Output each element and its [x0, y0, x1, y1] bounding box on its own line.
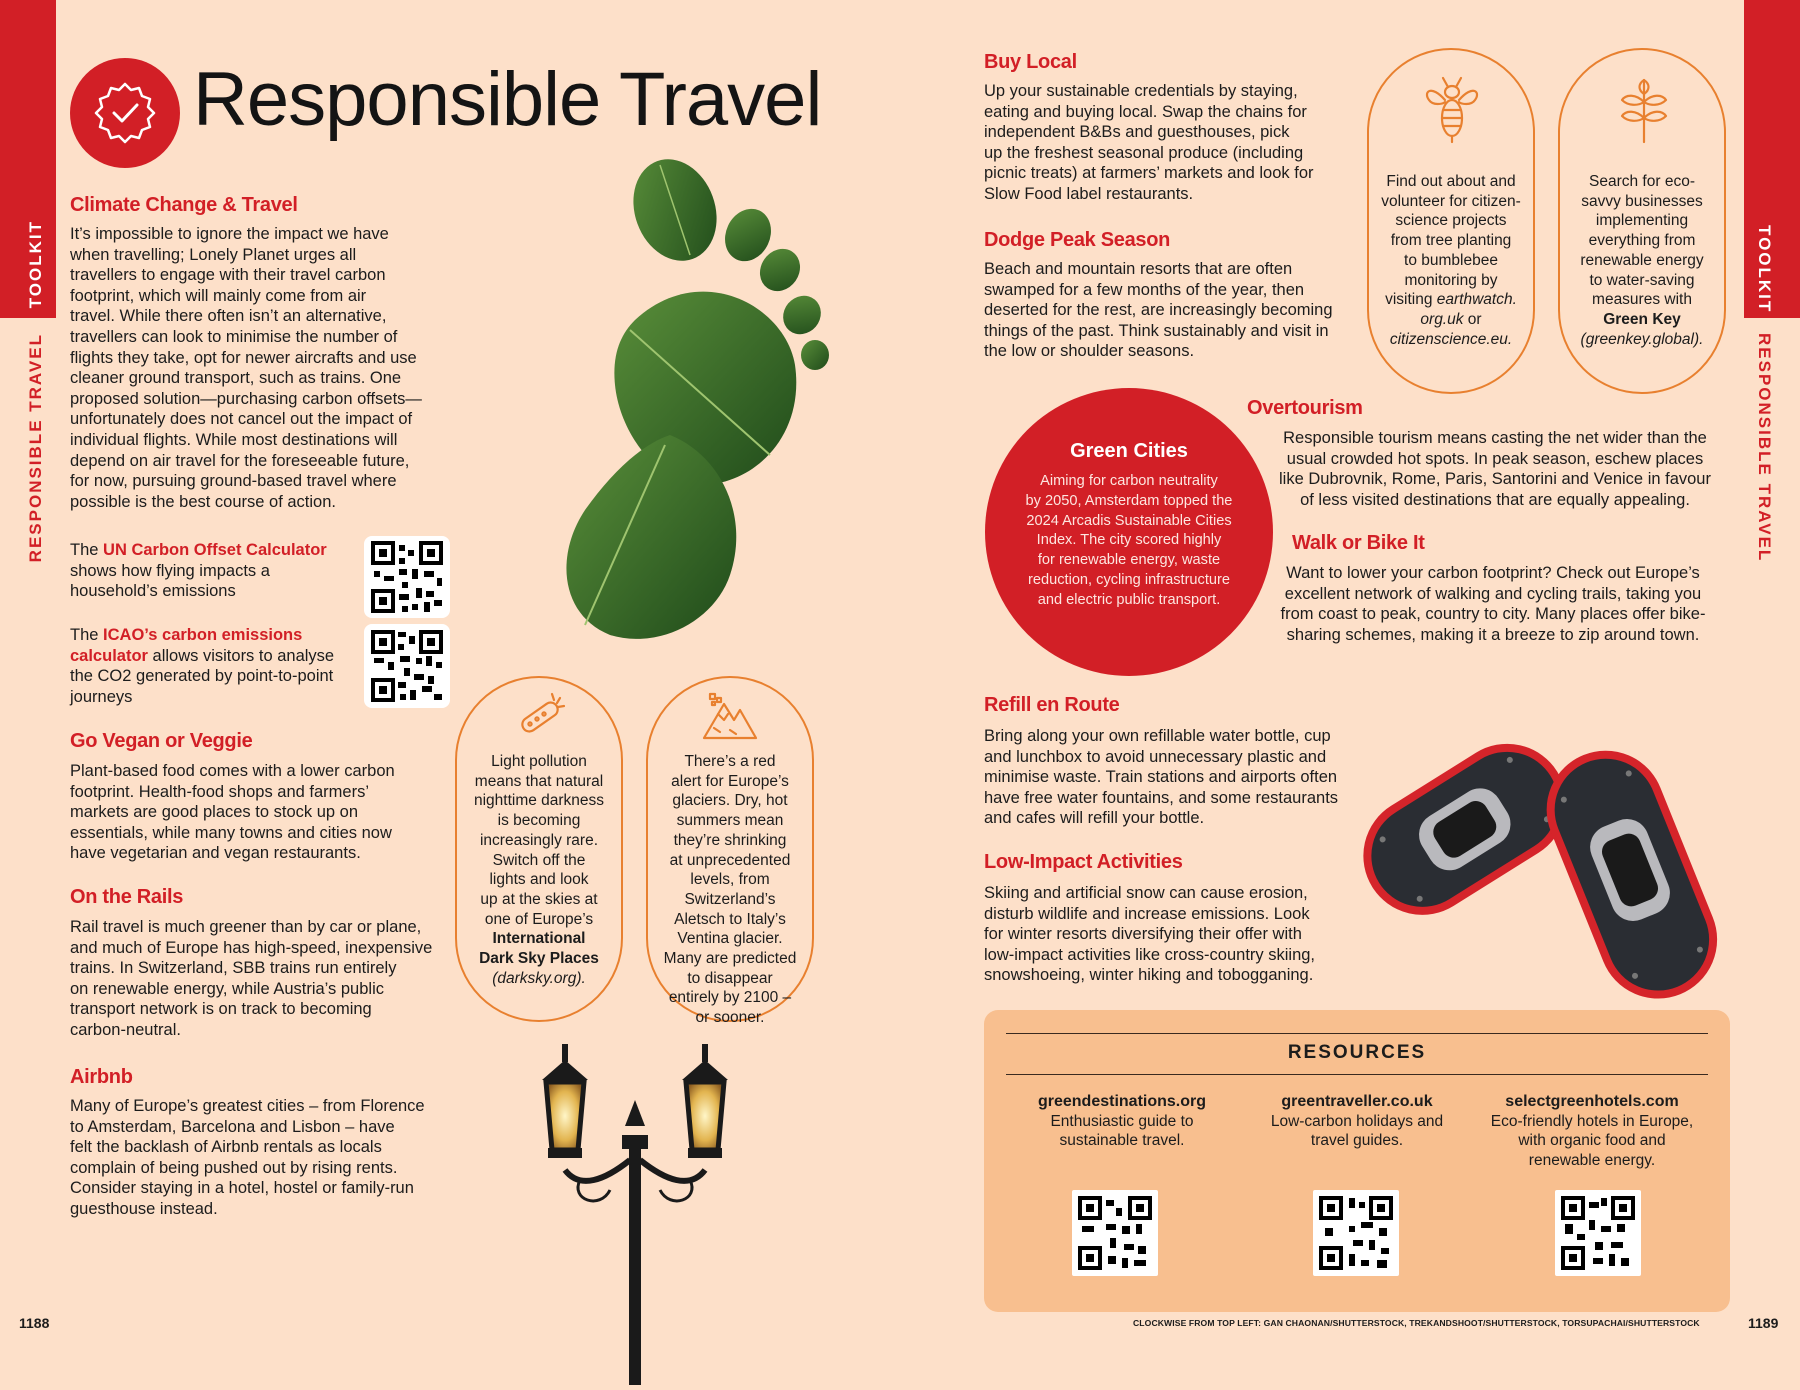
- glacier-pill-line: Switzerland’s: [684, 890, 776, 908]
- low-impact-heading: Low-Impact Activities: [984, 851, 1183, 873]
- resource-link[interactable]: greendestinations.org: [1037, 1093, 1207, 1110]
- glacier-pill-line: glaciers. Dry, hot: [672, 792, 788, 810]
- green-cities-line: for renewable energy, waste: [1037, 552, 1221, 569]
- buy-local-body: Up your sustainable credentials by staying, eating and buying local. Swap the chains for independent B&Bs and guesthouses, pick up the freshest seasonal produce (including picnic treats) at farmers’ markets and look for Slow Food label restaurants.: [984, 82, 1314, 203]
- science-pill-line: volunteer for citizen-: [1381, 192, 1521, 210]
- green-cities-line: and electric public transport.: [1037, 591, 1221, 608]
- green-cities-line: by 2050, Amsterdam topped the: [1025, 492, 1233, 509]
- light-pill-line: one of Europe’s: [484, 910, 594, 928]
- qr-code-icon: [1313, 1190, 1399, 1276]
- low-impact-body: Skiing and artificial snow can cause erosion, disturb wildlife and increase emissions. Look for winter resorts diversifying their offer with low-impact activities like cross-country skiing, snowshoeing, winter hiking and tobogganing.: [984, 884, 1316, 985]
- overtourism-heading: Overtourism: [1247, 397, 1363, 419]
- refill-heading: Refill en Route: [984, 694, 1120, 716]
- citizen-science-pill: Find out about and volunteer for citizen- science projects from tree planting to bumblebee monitoring by visiting earthwatch. org.uk or citizenscience.eu.: [1367, 48, 1535, 394]
- greenkey-url[interactable]: (greenkey.global).: [1580, 330, 1704, 348]
- green-cities-circle: [985, 388, 1273, 676]
- earthwatch-link[interactable]: earthwatch.: [1436, 291, 1517, 309]
- glacier-pill-line: summers mean: [676, 812, 784, 830]
- left-sidebar-section: RESPONSIBLE TRAVEL: [26, 333, 45, 563]
- green-cities-line: Index. The city scored highly: [1036, 532, 1222, 549]
- right-sidebar-section: RESPONSIBLE TRAVEL: [1755, 333, 1774, 563]
- glacier-pill-line: they’re shrinking: [673, 831, 787, 849]
- rails-body: Rail travel is much greener than by car or plane, and much of Europe has high-speed, inexpensive trains. In Switzerland, SBB trains run entirely on renewable energy, while Austria’s public transport network is on track to becoming carbon-neutral.: [70, 918, 433, 1039]
- dark-sky-link-2[interactable]: Dark Sky Places: [479, 950, 599, 968]
- airbnb-body: Many of Europe’s greatest cities – from Florence to Amsterdam, Barcelona and Lisbon – have felt the backlash of Airbnb rentals as locals complain of being pushed out by rising rents. Consider staying in a hotel, hostel or family-run guesthouse instead.: [70, 1097, 425, 1218]
- light-pill-line: increasingly rare.: [479, 831, 599, 849]
- glacier-pill-line: entirely by 2100 –: [668, 989, 792, 1007]
- snowshoes-image: [1310, 700, 1730, 1020]
- eco-pill-line: savvy businesses: [1581, 192, 1703, 210]
- green-cities-line: Aiming for carbon neutrality: [1040, 473, 1218, 489]
- eco-pill-line: to water-saving: [1589, 271, 1695, 289]
- dodge-body: Beach and mountain resorts that are often swamped for a few months of the year, then deserted for the rest, are increasingly becoming things of the past. Think sustainably and visit in the low or shoulder seasons.: [984, 260, 1333, 361]
- green-cities-line: 2024 Arcadis Sustainable Cities: [1026, 512, 1232, 529]
- light-pill-line: Switch off the: [492, 851, 586, 869]
- icao-calculator-text: The ICAO’s carbon emissions calculator allows visitors to analyse the CO2 generated by point-to-point journeys: [70, 626, 335, 706]
- buy-local-heading: Buy Local: [984, 51, 1077, 73]
- dodge-heading: Dodge Peak Season: [984, 229, 1171, 251]
- photo-credit: CLOCKWISE FROM TOP LEFT: GAN CHAONAN/SHUTTERSTOCK, TREKANDSHOOT/SHUTTERSTOCK, TORSUPACHAI/SHUTTERSTOCK: [1133, 1318, 1700, 1328]
- glacier-pill-line: at unprecedented: [669, 851, 791, 869]
- resources-mid-rule: [1006, 1074, 1708, 1075]
- eco-pill-line: renewable energy: [1580, 251, 1704, 269]
- climate-body: It’s impossible to ignore the impact we have when travelling; Lonely Planet urges all travellers to engage with their travel carbon footprint, which will mainly come from air travel. While there often isn’t an alternative, travellers can look to minimise the number of flights they take, opt for newer aircrafts and use cleaner ground transport, such as trains. One proposed solution—purchasing carbon offsets— unfortunately does not cancel out the impact of individual flights. While most destinations will depend on air travel for the foreseeable future, for now, pursuing ground-based travel where possible is the best course of action.: [70, 225, 422, 511]
- bee-icon: [1421, 74, 1483, 150]
- science-pill-line: monitoring by: [1404, 271, 1498, 289]
- leaf-footprint-image: [540, 155, 870, 655]
- icao-calculator-link-2[interactable]: calculator: [70, 646, 148, 665]
- glacier-pill-line: Many are predicted: [663, 950, 797, 968]
- page-number-left: 1188: [19, 1315, 50, 1331]
- refill-body: Bring along your own refillable water bottle, cup and lunchbox to avoid unnecessary plastic and minimise waste. Train stations and airports often have free water fountains, and some restaurants and cafes will refill your bottle.: [984, 727, 1339, 828]
- light-pill-line: Light pollution: [491, 753, 587, 770]
- darksky-url[interactable]: (darksky.org).: [492, 969, 586, 987]
- glacier-pill-line: levels, from: [690, 871, 770, 889]
- science-pill-line: Find out about and: [1386, 173, 1516, 190]
- vegan-body: Plant-based food comes with a lower carbon footprint. Health-food shops and farmers’ markets are good places to stock up on essentials, while many towns and cities now have vegetarian and vegan restaurants.: [70, 762, 395, 863]
- leaf-icon: [1614, 72, 1674, 150]
- right-sidebar-toolkit: TOOLKIT: [1755, 225, 1774, 314]
- walk-heading: Walk or Bike It: [1292, 532, 1425, 554]
- badge-check-icon: [70, 58, 180, 168]
- dark-sky-link[interactable]: International: [492, 930, 586, 948]
- green-cities-line: reduction, cycling infrastructure: [1028, 571, 1230, 588]
- glacier-pill-line: Ventina glacier.: [677, 930, 783, 948]
- walk-body: Want to lower your carbon footprint? Check out Europe’s excellent network of walking and cycling trails, taking you from coast to peak, country to city. Many places offer bike- sharing schemes, making it a breeze to zip around town.: [1280, 564, 1706, 644]
- resource-item: selectgreenhotels.com Eco-friendly hotels in Europe, with organic food and renewable energy.: [1490, 1093, 1694, 1169]
- light-pill-line: up at the skies at: [480, 890, 598, 908]
- light-pill-line: nighttime darkness: [473, 792, 605, 810]
- light-pill-line: means that natural: [474, 772, 604, 790]
- eco-pill-line: measures with: [1592, 291, 1692, 309]
- glacier-pill-line: There’s a red: [684, 753, 776, 770]
- glacier-pill-line: to disappear: [687, 969, 773, 987]
- street-lamp-image: [510, 1040, 760, 1385]
- resources-top-rule: [1006, 1033, 1708, 1034]
- glacier-pill-line: or sooner.: [695, 1009, 765, 1027]
- resources-box: [984, 1010, 1730, 1312]
- match-icon: [512, 690, 568, 748]
- icao-calculator-link[interactable]: ICAO’s carbon emissions: [103, 626, 303, 644]
- resource-item: greentraveller.co.uk Low-carbon holidays and travel guides.: [1270, 1093, 1444, 1149]
- qr-code-icon: [364, 536, 450, 618]
- light-pill-line: lights and look: [489, 871, 589, 889]
- resource-link[interactable]: selectgreenhotels.com: [1505, 1093, 1679, 1110]
- un-calculator-text: The UN Carbon Offset Calculator shows how flying impacts a household’s emissions: [70, 541, 327, 601]
- qr-code-icon: [1072, 1190, 1158, 1276]
- light-pill-line: is becoming: [497, 812, 581, 830]
- science-pill-line: from tree planting: [1390, 232, 1512, 250]
- glacier-icon: [700, 692, 760, 748]
- vegan-heading: Go Vegan or Veggie: [70, 730, 253, 752]
- earthwatch-link-2[interactable]: org.uk: [1420, 310, 1464, 328]
- light-pollution-pill: [455, 676, 623, 1022]
- resource-link[interactable]: greentraveller.co.uk: [1281, 1093, 1433, 1110]
- eco-pill-line: implementing: [1595, 212, 1689, 230]
- left-sidebar-toolkit: TOOLKIT: [26, 220, 45, 309]
- glacier-pill-line: alert for Europe’s: [671, 772, 789, 790]
- un-calculator-link[interactable]: UN Carbon Offset Calculator: [103, 541, 327, 559]
- glacier-pill-line: Aletsch to Italy’s: [674, 910, 786, 928]
- eco-pill-line: Search for eco-: [1589, 173, 1695, 190]
- green-cities-heading: Green Cities: [1070, 440, 1188, 462]
- green-key-pill: [1558, 48, 1726, 394]
- resource-item: greendestinations.org Enthusiastic guide to sustainable travel.: [1037, 1093, 1207, 1149]
- glacier-pill: [646, 676, 814, 1027]
- page-number-right: 1189: [1748, 1315, 1779, 1331]
- overtourism-body: Responsible tourism means casting the net wider than the usual crowded hot spots. In peak season, eschew places like Dubrovnik, Rome, Paris, Santorini and Venice in favour of less visited destinations that are equally appealing.: [1279, 429, 1711, 509]
- qr-code-icon: [1555, 1190, 1641, 1276]
- climate-heading: Climate Change & Travel: [70, 194, 298, 216]
- science-pill-line: science projects: [1395, 212, 1507, 230]
- green-key-link[interactable]: Green Key: [1603, 310, 1681, 328]
- rails-heading: On the Rails: [70, 886, 184, 908]
- page-title: Responsible Travel: [193, 57, 822, 142]
- eco-pill-line: everything from: [1588, 232, 1696, 250]
- citizenscience-link[interactable]: citizenscience.eu.: [1389, 330, 1513, 348]
- resources-heading: RESOURCES: [1287, 1042, 1427, 1063]
- science-pill-line: to bumblebee: [1404, 251, 1498, 269]
- airbnb-heading: Airbnb: [70, 1066, 133, 1088]
- qr-code-icon: [364, 624, 450, 708]
